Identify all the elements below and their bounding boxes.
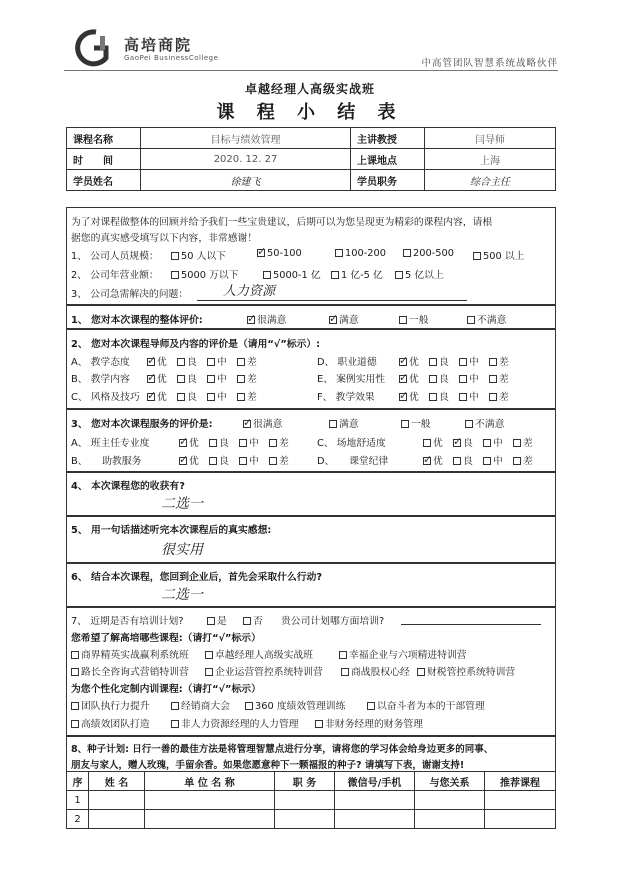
s3-item-label: A、 班主任专业度: [71, 438, 150, 449]
grade-label: 中: [493, 456, 503, 467]
checkbox-checked-icon[interactable]: [453, 439, 461, 447]
checkbox-icon[interactable]: [403, 249, 411, 257]
checkbox-icon[interactable]: [399, 316, 407, 324]
checkbox-icon[interactable]: [429, 375, 437, 383]
grade-label: 良: [187, 392, 197, 403]
s3-grade-option[interactable]: [239, 453, 259, 467]
checkbox-icon[interactable]: [429, 393, 437, 401]
grade-label: 良: [463, 438, 473, 449]
checkbox-icon[interactable]: [489, 358, 497, 366]
grade-label: 优: [433, 456, 443, 467]
checkbox-checked-icon[interactable]: [243, 420, 251, 428]
s2-grade-option[interactable]: [237, 354, 257, 368]
q2-option-3[interactable]: 1 亿-5 亿: [331, 267, 383, 281]
grade-label: 差: [499, 374, 509, 385]
checkbox-icon[interactable]: [205, 668, 213, 676]
checkbox-checked-icon[interactable]: [257, 249, 265, 257]
col-company: 单 位 名 称: [145, 772, 275, 791]
checkbox-icon[interactable]: [489, 393, 497, 401]
q1-option-3[interactable]: 100-200: [335, 248, 386, 259]
q2-option-4[interactable]: 5 亿以上: [395, 267, 444, 281]
course-name-value[interactable]: 目标与绩效管理: [141, 128, 351, 149]
section-gains: [66, 472, 556, 516]
grade-label: 良: [463, 456, 473, 467]
student-job-label: 学员职务: [351, 170, 425, 191]
s4-answer[interactable]: 二选一: [161, 496, 203, 512]
logo-english-name: GaoPei BusinessCollege: [124, 54, 219, 62]
s1-option-satisfied[interactable]: ✓ 满意: [329, 312, 359, 326]
s2-item-label: D、 职业道德: [317, 357, 377, 368]
form-title: 课 程 小 结 表: [216, 102, 404, 123]
cell-name[interactable]: [89, 791, 145, 810]
time-value[interactable]: 2020. 12. 27: [141, 149, 351, 170]
checkbox-checked-icon[interactable]: [423, 457, 431, 465]
checkbox-icon[interactable]: [269, 439, 277, 447]
s3-grade-option[interactable]: [239, 435, 259, 449]
cell-recommend[interactable]: [485, 810, 556, 829]
logo-chinese-name: 高培商院: [124, 36, 193, 54]
checkbox-icon[interactable]: [209, 439, 217, 447]
s3-grade-option[interactable]: [209, 453, 229, 467]
grade-label: 优: [157, 392, 167, 403]
q1-label: 1、 公司人员规模：: [71, 251, 159, 262]
table-row: [67, 791, 556, 810]
checkbox-icon[interactable]: [171, 271, 179, 279]
grade-label: 良: [439, 357, 449, 368]
s2-grade-option[interactable]: [147, 354, 167, 368]
grade-label: 中: [249, 456, 259, 467]
grade-label: 优: [409, 392, 419, 403]
checkbox-icon[interactable]: [177, 393, 185, 401]
tagline: 中高管团队智慧系统战略伙伴: [421, 58, 558, 69]
checkbox-icon[interactable]: [171, 720, 179, 728]
grade-label: 良: [439, 392, 449, 403]
grade-label: 中: [469, 357, 479, 368]
q3-label: 3、 公司急需解决的问题：: [71, 289, 189, 300]
custom-option-team[interactable]: 高绩效团队打造: [71, 716, 150, 730]
row-index: 2: [67, 810, 89, 829]
checkbox-icon[interactable]: [453, 457, 461, 465]
checkbox-icon[interactable]: [459, 393, 467, 401]
gaopei-logo-icon: [70, 28, 118, 68]
s3-grade-option[interactable]: [483, 435, 503, 449]
custom-option-execution[interactable]: 团队执行力提升: [71, 698, 150, 712]
s2-grade-option[interactable]: [459, 389, 479, 403]
checkbox-checked-icon[interactable]: [179, 457, 187, 465]
s2-grade-option[interactable]: [207, 354, 227, 368]
cell-relation[interactable]: [415, 810, 485, 829]
checkbox-icon[interactable]: [331, 271, 339, 279]
grade-label: 差: [279, 456, 289, 467]
checkbox-checked-icon[interactable]: [179, 439, 187, 447]
s2-item-label: F、 教学效果: [317, 392, 375, 403]
s1-option-dissatisfied[interactable]: 不满意: [467, 312, 506, 326]
s7-plan-underline: [401, 624, 541, 625]
checkbox-icon[interactable]: [513, 439, 521, 447]
intro-line-2: 据您的真实感受填写以下内容，非常感谢！: [71, 233, 258, 244]
checkbox-checked-icon[interactable]: [399, 358, 407, 366]
grade-label: 差: [247, 357, 257, 368]
checkbox-icon[interactable]: [395, 271, 403, 279]
checkbox-icon[interactable]: [207, 358, 215, 366]
checkbox-checked-icon[interactable]: [147, 358, 155, 366]
course-option-happy[interactable]: 幸福企业与六项精进特训营: [339, 647, 467, 661]
col-position: 职 务: [275, 772, 335, 791]
section-training-plan: [66, 607, 556, 736]
q1-option-4[interactable]: 200-500: [403, 248, 454, 259]
s7-plan-question: 贵公司计划哪方面培训?: [281, 616, 385, 627]
checkbox-icon[interactable]: [483, 457, 491, 465]
s3-grade-option[interactable]: [269, 435, 289, 449]
grade-label: 中: [217, 357, 227, 368]
s2-grade-option[interactable]: [489, 389, 509, 403]
checkbox-icon[interactable]: [459, 358, 467, 366]
s2-grade-option[interactable]: [459, 354, 479, 368]
s3-option-dissatisfied[interactable]: 不满意: [465, 416, 504, 430]
s2-grade-option[interactable]: [177, 371, 197, 385]
checkbox-icon[interactable]: [467, 316, 475, 324]
checkbox-icon[interactable]: [237, 393, 245, 401]
grade-label: 差: [499, 357, 509, 368]
grade-label: 优: [157, 374, 167, 385]
s2-grade-option[interactable]: [459, 371, 479, 385]
q3-underline: [197, 300, 467, 301]
page-header: [0, 0, 620, 75]
s3-grade-option[interactable]: [209, 435, 229, 449]
grade-label: 良: [187, 357, 197, 368]
checkbox-icon[interactable]: [177, 375, 185, 383]
checkbox-icon[interactable]: [429, 358, 437, 366]
q1-option-2[interactable]: ✓ 50-100: [257, 248, 302, 259]
checkbox-icon[interactable]: [473, 252, 481, 260]
checkbox-icon[interactable]: [239, 439, 247, 447]
grade-label: 差: [247, 392, 257, 403]
grade-label: 差: [499, 392, 509, 403]
grade-label: 中: [469, 392, 479, 403]
s7-custom-label: 为您个性化定制内训课程:（请打“√”标示）: [71, 684, 261, 695]
grade-label: 良: [219, 438, 229, 449]
q2-option-1[interactable]: 5000 万以下: [171, 267, 238, 281]
place-label: 上课地点: [351, 149, 425, 170]
s2-grade-option[interactable]: [237, 389, 257, 403]
checkbox-icon[interactable]: [243, 617, 251, 625]
section-feelings: [66, 516, 556, 563]
s2-grade-option[interactable]: [177, 389, 197, 403]
s2-item-label: B、 教学内容: [71, 374, 130, 385]
teacher-value[interactable]: 闫导师: [425, 128, 556, 149]
checkbox-icon[interactable]: [171, 702, 179, 710]
course-option-marketing[interactable]: 路长全咨询式营销特训营: [71, 664, 189, 678]
cell-relation[interactable]: [415, 791, 485, 810]
s1-option-very-satisfied[interactable]: ✓ 很满意: [247, 312, 286, 326]
checkbox-icon[interactable]: [237, 358, 245, 366]
section-teacher-rating: [66, 329, 556, 409]
grade-label: 中: [469, 374, 479, 385]
grade-label: 优: [157, 357, 167, 368]
s2-grade-option[interactable]: [177, 354, 197, 368]
s7-no-option[interactable]: 否: [243, 613, 263, 627]
col-contact: 微信号/手机: [335, 772, 415, 791]
s5-answer[interactable]: 很实用: [161, 542, 203, 558]
checkbox-icon[interactable]: [401, 420, 409, 428]
s2-item-label: E、 案例实用性: [317, 374, 386, 385]
s3-item-label: B、 助教服务: [71, 456, 142, 467]
checkbox-icon[interactable]: [269, 457, 277, 465]
course-option-operations[interactable]: 企业运营管控系统特训营: [205, 664, 323, 678]
checkbox-icon[interactable]: [423, 439, 431, 447]
time-label: 时 间: [67, 149, 141, 170]
s2-grade-option[interactable]: [429, 389, 449, 403]
checkbox-icon[interactable]: [207, 375, 215, 383]
checkbox-icon[interactable]: [341, 668, 349, 676]
custom-option-360[interactable]: 360 度绩效管理训练: [245, 698, 345, 712]
cell-position[interactable]: [275, 810, 335, 829]
checkbox-icon[interactable]: [367, 702, 375, 710]
course-option-finance[interactable]: 财税管控系统特训营: [417, 664, 515, 678]
checkbox-icon[interactable]: [71, 668, 79, 676]
s7-yes-option[interactable]: 是: [207, 613, 227, 627]
cell-position[interactable]: [275, 791, 335, 810]
custom-option-dealer[interactable]: 经销商大会: [171, 698, 230, 712]
s8-line-1: 8、种子计划: 日行一善的最佳方法是将管理智慧点进行分享，请将您的学习体会给身边更多的同事、: [71, 744, 494, 755]
cell-company[interactable]: [145, 810, 275, 829]
grade-label: 差: [247, 374, 257, 385]
s3-grade-option[interactable]: [483, 453, 503, 467]
checkbox-icon[interactable]: [71, 651, 79, 659]
s3-item-label: D、 课堂纪律: [317, 456, 389, 467]
s2-grade-option[interactable]: [429, 354, 449, 368]
section-seed-plan: [66, 736, 556, 772]
checkbox-icon[interactable]: [315, 720, 323, 728]
s3-label: 3、 您对本次课程服务的评价是:: [71, 419, 213, 430]
grade-label: 优: [409, 357, 419, 368]
s2-grade-option[interactable]: [399, 371, 419, 385]
grade-label: 良: [219, 456, 229, 467]
s6-answer[interactable]: 二选一: [161, 587, 203, 603]
checkbox-icon[interactable]: [207, 617, 215, 625]
checkbox-icon[interactable]: [489, 375, 497, 383]
col-recommend: 推荐课程: [485, 772, 556, 791]
cell-contact[interactable]: [335, 791, 415, 810]
s4-label: 4、 本次课程您的收获有?: [71, 481, 185, 492]
s2-grade-option[interactable]: [207, 371, 227, 385]
checkbox-icon[interactable]: [335, 249, 343, 257]
col-index: 序: [67, 772, 89, 791]
custom-option-fin[interactable]: 非财务经理的财务管理: [315, 716, 423, 730]
s2-grade-option[interactable]: [399, 354, 419, 368]
s1-option-average[interactable]: 一般: [399, 312, 429, 326]
s2-grade-option[interactable]: [429, 371, 449, 385]
checkbox-icon[interactable]: [263, 271, 271, 279]
referral-table: [66, 771, 556, 829]
grade-label: 良: [439, 374, 449, 385]
checkbox-icon[interactable]: [207, 393, 215, 401]
s3-grade-option[interactable]: [513, 435, 533, 449]
checkbox-checked-icon[interactable]: [147, 393, 155, 401]
section-action: [66, 563, 556, 607]
section-service-rating: [66, 409, 556, 472]
col-name: 姓 名: [89, 772, 145, 791]
checkbox-icon[interactable]: [239, 457, 247, 465]
grade-label: 优: [433, 438, 443, 449]
student-name-value[interactable]: 徐建飞: [141, 170, 351, 191]
grade-label: 中: [217, 374, 227, 385]
s3-grade-option[interactable]: [179, 435, 199, 449]
course-info-table: [66, 127, 556, 191]
row-index: 1: [67, 791, 89, 810]
checkbox-checked-icon[interactable]: [329, 316, 337, 324]
checkbox-icon[interactable]: [513, 457, 521, 465]
s2-grade-option[interactable]: [489, 371, 509, 385]
q2-label: 2、 公司年营业额：: [71, 270, 159, 281]
s5-label: 5、 用一句话描述听完本次课程后的真实感想:: [71, 525, 272, 536]
teacher-label: 主讲教授: [351, 128, 425, 149]
place-value[interactable]: 上海: [425, 149, 556, 170]
s3-grade-option[interactable]: [423, 453, 443, 467]
grade-label: 优: [409, 374, 419, 385]
s2-grade-option[interactable]: [147, 371, 167, 385]
s1-label: 1、 您对本次课程的整体评价:: [71, 315, 203, 326]
checkbox-icon[interactable]: [205, 651, 213, 659]
q1-option-5[interactable]: 500 以上: [473, 248, 524, 262]
grade-label: 差: [523, 456, 533, 467]
grade-label: 差: [279, 438, 289, 449]
checkbox-checked-icon[interactable]: [399, 375, 407, 383]
checkbox-icon[interactable]: [209, 457, 217, 465]
s3-option-average[interactable]: 一般: [401, 416, 431, 430]
checkbox-checked-icon[interactable]: [399, 393, 407, 401]
cell-company[interactable]: [145, 791, 275, 810]
checkbox-icon[interactable]: [71, 720, 79, 728]
intro-line-1: 为了对课程做整体的回顾并给予我们一些宝贵建议，后期可以为您呈现更为精彩的课程内容，请根: [71, 217, 493, 228]
intro-section: [66, 207, 556, 305]
referral-header-row: [67, 772, 556, 791]
s3-option-very-satisfied[interactable]: ✓ 很满意: [243, 416, 282, 430]
s6-label: 6、 结合本次课程，您回到企业后，首先会采取什么行动?: [71, 572, 323, 583]
grade-label: 优: [189, 438, 199, 449]
custom-option-hr[interactable]: 非人力资源经理的人力管理: [171, 716, 299, 730]
grade-label: 中: [249, 438, 259, 449]
checkbox-icon[interactable]: [237, 375, 245, 383]
s2-item-label: A、 教学态度: [71, 357, 130, 368]
grade-label: 中: [493, 438, 503, 449]
s2-grade-option[interactable]: [207, 389, 227, 403]
checkbox-icon[interactable]: [465, 420, 473, 428]
s3-grade-option[interactable]: [453, 435, 473, 449]
s2-grade-option[interactable]: [237, 371, 257, 385]
table-row: [67, 810, 556, 829]
grade-label: 差: [523, 438, 533, 449]
course-option-equity[interactable]: 商战股权心经: [341, 664, 410, 678]
s3-grade-option[interactable]: [423, 435, 443, 449]
checkbox-icon[interactable]: [245, 702, 253, 710]
s8-line-2: 朋友与家人，赠人玫瑰，手留余香。如果您愿意种下一颗福报的种子? 请填写下表，谢谢支持!: [71, 760, 465, 771]
student-job-value[interactable]: 综合主任: [425, 170, 556, 191]
cell-recommend[interactable]: [485, 791, 556, 810]
form-subtitle: 卓越经理人高级实战班: [244, 82, 375, 96]
col-relation: 与您关系: [415, 772, 485, 791]
grade-label: 良: [187, 374, 197, 385]
s3-item-label: C、 场地舒适度: [317, 438, 386, 449]
s3-grade-option[interactable]: [513, 453, 533, 467]
checkbox-icon[interactable]: [459, 375, 467, 383]
checkbox-icon[interactable]: [71, 702, 79, 710]
s2-grade-option[interactable]: [147, 389, 167, 403]
s3-grade-option[interactable]: [269, 453, 289, 467]
s7-question: 7、 近期是否有培训计划?: [71, 616, 184, 627]
s2-item-label: C、 风格及技巧: [71, 392, 140, 403]
grade-label: 优: [189, 456, 199, 467]
q2-option-2[interactable]: 5000-1 亿: [263, 267, 321, 281]
s2-grade-option[interactable]: [399, 389, 419, 403]
s3-grade-option[interactable]: [179, 453, 199, 467]
checkbox-icon[interactable]: [417, 668, 425, 676]
s3-grade-option[interactable]: [453, 453, 473, 467]
course-name-label: 课程名称: [67, 128, 141, 149]
checkbox-checked-icon[interactable]: [247, 316, 255, 324]
checkbox-icon[interactable]: [329, 420, 337, 428]
checkbox-icon[interactable]: [177, 358, 185, 366]
q1-option-1[interactable]: 50 人以下: [171, 248, 226, 262]
s2-label: 2、 您对本次课程导师及内容的评价是（请用“√”标示）:: [71, 339, 321, 350]
checkbox-icon[interactable]: [339, 651, 347, 659]
cell-contact[interactable]: [335, 810, 415, 829]
checkbox-icon[interactable]: [171, 252, 179, 260]
student-name-label: 学员姓名: [67, 170, 141, 191]
grade-label: 中: [217, 392, 227, 403]
s3-option-satisfied[interactable]: 满意: [329, 416, 359, 430]
checkbox-checked-icon[interactable]: [147, 375, 155, 383]
s7-want-label: 您希望了解高培哪些课程:（请打“√”标示）: [71, 633, 261, 644]
custom-option-cadre[interactable]: 以奋斗者为本的干部管理: [367, 698, 485, 712]
s2-grade-option[interactable]: [489, 354, 509, 368]
header-divider: [64, 70, 558, 71]
course-option-manager[interactable]: 卓越经理人高级实战班: [205, 647, 313, 661]
section-overall-rating: [66, 305, 556, 329]
checkbox-icon[interactable]: [483, 439, 491, 447]
course-option-elite[interactable]: 商界精英实战赢利系统班: [71, 647, 189, 661]
q3-answer[interactable]: 人力资源: [223, 284, 276, 299]
cell-name[interactable]: [89, 810, 145, 829]
